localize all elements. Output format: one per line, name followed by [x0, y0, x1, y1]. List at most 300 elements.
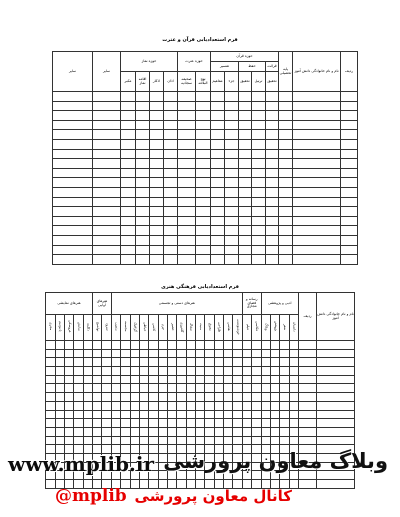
table-cell[interactable] — [121, 207, 136, 217]
name-cell[interactable] — [293, 149, 341, 159]
table-cell[interactable] — [214, 375, 223, 384]
table-cell[interactable] — [211, 255, 225, 265]
table-cell[interactable] — [121, 410, 130, 419]
table-cell[interactable] — [74, 410, 83, 419]
table-cell[interactable] — [139, 401, 148, 410]
table-cell[interactable] — [270, 367, 279, 376]
table-cell[interactable] — [53, 235, 93, 245]
table-cell[interactable] — [130, 436, 139, 445]
table-cell[interactable] — [178, 111, 196, 121]
table-cell[interactable] — [136, 149, 150, 159]
table-cell[interactable] — [242, 393, 251, 402]
table-cell[interactable] — [239, 149, 252, 159]
table-cell[interactable] — [65, 393, 74, 402]
table-cell[interactable] — [150, 235, 164, 245]
name-cell[interactable] — [293, 130, 341, 140]
table-cell[interactable] — [177, 358, 186, 367]
table-cell[interactable] — [186, 419, 195, 428]
table-cell[interactable] — [186, 427, 195, 436]
table-cell[interactable] — [196, 255, 211, 265]
table-cell[interactable] — [139, 393, 148, 402]
table-cell[interactable] — [205, 341, 214, 350]
name-cell[interactable] — [317, 401, 355, 410]
table-cell[interactable] — [136, 130, 150, 140]
table-cell[interactable] — [93, 178, 121, 188]
table-cell[interactable] — [299, 427, 317, 436]
table-cell[interactable] — [252, 226, 266, 236]
table-cell[interactable] — [280, 427, 289, 436]
table-cell[interactable] — [178, 120, 196, 130]
table-cell[interactable] — [150, 120, 164, 130]
table-cell[interactable] — [121, 235, 136, 245]
table-cell[interactable] — [136, 255, 150, 265]
table-cell[interactable] — [186, 393, 195, 402]
table-cell[interactable] — [65, 375, 74, 384]
table-cell[interactable] — [252, 255, 266, 265]
table-cell[interactable] — [130, 427, 139, 436]
table-cell[interactable] — [121, 187, 136, 197]
table-cell[interactable] — [167, 436, 176, 445]
table-cell[interactable] — [150, 187, 164, 197]
table-cell[interactable] — [239, 139, 252, 149]
table-cell[interactable] — [252, 168, 266, 178]
table-cell[interactable] — [121, 436, 130, 445]
table-cell[interactable] — [139, 358, 148, 367]
table-cell[interactable] — [46, 393, 56, 402]
table-cell[interactable] — [266, 197, 279, 207]
table-cell[interactable] — [211, 120, 225, 130]
table-cell[interactable] — [149, 384, 158, 393]
table-cell[interactable] — [74, 384, 83, 393]
table-cell[interactable] — [224, 358, 233, 367]
table-cell[interactable] — [266, 92, 279, 102]
table-cell[interactable] — [121, 255, 136, 265]
table-cell[interactable] — [177, 419, 186, 428]
table-cell[interactable] — [74, 436, 83, 445]
table-cell[interactable] — [93, 216, 121, 226]
table-cell[interactable] — [239, 159, 252, 169]
table-cell[interactable] — [266, 207, 279, 217]
table-cell[interactable] — [224, 436, 233, 445]
table-cell[interactable] — [149, 341, 158, 350]
table-cell[interactable] — [167, 349, 176, 358]
table-cell[interactable] — [211, 178, 225, 188]
table-cell[interactable] — [211, 111, 225, 121]
table-cell[interactable] — [136, 139, 150, 149]
table-cell[interactable] — [93, 235, 121, 245]
table-cell[interactable] — [279, 207, 293, 217]
table-cell[interactable] — [211, 187, 225, 197]
table-cell[interactable] — [139, 419, 148, 428]
table-cell[interactable] — [266, 159, 279, 169]
table-cell[interactable] — [196, 349, 205, 358]
table-cell[interactable] — [261, 436, 270, 445]
table-cell[interactable] — [164, 101, 178, 111]
table-cell[interactable] — [136, 216, 150, 226]
table-cell[interactable] — [239, 216, 252, 226]
table-cell[interactable] — [225, 245, 239, 255]
table-cell[interactable] — [233, 393, 242, 402]
table-cell[interactable] — [121, 427, 130, 436]
table-cell[interactable] — [149, 436, 158, 445]
table-cell[interactable] — [111, 410, 120, 419]
table-cell[interactable] — [177, 349, 186, 358]
table-cell[interactable] — [341, 130, 358, 140]
name-cell[interactable] — [317, 367, 355, 376]
table-cell[interactable] — [167, 341, 176, 350]
table-cell[interactable] — [270, 419, 279, 428]
table-cell[interactable] — [111, 375, 120, 384]
table-cell[interactable] — [186, 384, 195, 393]
table-cell[interactable] — [177, 384, 186, 393]
table-cell[interactable] — [136, 197, 150, 207]
table-cell[interactable] — [136, 235, 150, 245]
table-cell[interactable] — [266, 120, 279, 130]
table-cell[interactable] — [196, 436, 205, 445]
table-cell[interactable] — [186, 436, 195, 445]
table-cell[interactable] — [130, 375, 139, 384]
table-cell[interactable] — [270, 384, 279, 393]
table-cell[interactable] — [239, 245, 252, 255]
table-cell[interactable] — [261, 358, 270, 367]
table-cell[interactable] — [279, 197, 293, 207]
table-cell[interactable] — [136, 92, 150, 102]
table-cell[interactable] — [93, 349, 102, 358]
table-cell[interactable] — [252, 349, 261, 358]
table-cell[interactable] — [158, 375, 167, 384]
table-cell[interactable] — [55, 349, 64, 358]
table-cell[interactable] — [178, 245, 196, 255]
table-cell[interactable] — [252, 375, 261, 384]
table-cell[interactable] — [341, 178, 358, 188]
name-cell[interactable] — [317, 358, 355, 367]
table-cell[interactable] — [150, 92, 164, 102]
table-cell[interactable] — [83, 384, 92, 393]
table-cell[interactable] — [225, 92, 239, 102]
table-cell[interactable] — [150, 178, 164, 188]
table-cell[interactable] — [74, 341, 83, 350]
table-cell[interactable] — [177, 427, 186, 436]
table-cell[interactable] — [164, 187, 178, 197]
table-cell[interactable] — [121, 111, 136, 121]
table-cell[interactable] — [279, 216, 293, 226]
table-cell[interactable] — [252, 207, 266, 217]
table-cell[interactable] — [266, 255, 279, 265]
table-cell[interactable] — [102, 410, 111, 419]
table-cell[interactable] — [136, 207, 150, 217]
table-cell[interactable] — [224, 419, 233, 428]
table-cell[interactable] — [299, 410, 317, 419]
table-cell[interactable] — [299, 349, 317, 358]
table-cell[interactable] — [239, 197, 252, 207]
table-cell[interactable] — [53, 120, 93, 130]
table-cell[interactable] — [130, 401, 139, 410]
name-cell[interactable] — [293, 159, 341, 169]
table-cell[interactable] — [289, 341, 298, 350]
table-cell[interactable] — [83, 436, 92, 445]
table-cell[interactable] — [280, 349, 289, 358]
table-cell[interactable] — [55, 367, 64, 376]
table-cell[interactable] — [130, 349, 139, 358]
table-cell[interactable] — [93, 245, 121, 255]
table-cell[interactable] — [93, 436, 102, 445]
table-cell[interactable] — [167, 427, 176, 436]
table-cell[interactable] — [266, 168, 279, 178]
table-cell[interactable] — [93, 120, 121, 130]
table-cell[interactable] — [53, 111, 93, 121]
table-cell[interactable] — [196, 92, 211, 102]
table-cell[interactable] — [252, 92, 266, 102]
table-cell[interactable] — [196, 111, 211, 121]
table-cell[interactable] — [178, 139, 196, 149]
name-cell[interactable] — [293, 197, 341, 207]
table-cell[interactable] — [341, 235, 358, 245]
table-cell[interactable] — [233, 384, 242, 393]
table-cell[interactable] — [65, 436, 74, 445]
table-cell[interactable] — [150, 245, 164, 255]
table-cell[interactable] — [239, 207, 252, 217]
table-cell[interactable] — [53, 226, 93, 236]
table-cell[interactable] — [341, 216, 358, 226]
table-cell[interactable] — [266, 245, 279, 255]
table-cell[interactable] — [341, 187, 358, 197]
table-cell[interactable] — [225, 187, 239, 197]
table-cell[interactable] — [252, 197, 266, 207]
table-cell[interactable] — [121, 168, 136, 178]
table-cell[interactable] — [150, 207, 164, 217]
table-cell[interactable] — [233, 375, 242, 384]
table-cell[interactable] — [121, 149, 136, 159]
table-cell[interactable] — [196, 120, 211, 130]
table-cell[interactable] — [111, 367, 120, 376]
table-cell[interactable] — [55, 375, 64, 384]
name-cell[interactable] — [317, 341, 355, 350]
name-cell[interactable] — [293, 216, 341, 226]
table-cell[interactable] — [178, 178, 196, 188]
table-cell[interactable] — [93, 197, 121, 207]
table-cell[interactable] — [211, 197, 225, 207]
table-cell[interactable] — [214, 427, 223, 436]
table-cell[interactable] — [167, 375, 176, 384]
table-cell[interactable] — [164, 159, 178, 169]
table-cell[interactable] — [205, 375, 214, 384]
table-cell[interactable] — [214, 367, 223, 376]
table-cell[interactable] — [289, 419, 298, 428]
table-cell[interactable] — [205, 393, 214, 402]
table-cell[interactable] — [93, 226, 121, 236]
table-cell[interactable] — [178, 226, 196, 236]
table-cell[interactable] — [121, 349, 130, 358]
table-cell[interactable] — [46, 401, 56, 410]
table-cell[interactable] — [224, 393, 233, 402]
table-cell[interactable] — [252, 216, 266, 226]
table-cell[interactable] — [211, 245, 225, 255]
table-cell[interactable] — [164, 235, 178, 245]
table-cell[interactable] — [280, 401, 289, 410]
table-cell[interactable] — [279, 235, 293, 245]
table-cell[interactable] — [74, 349, 83, 358]
table-cell[interactable] — [196, 427, 205, 436]
table-cell[interactable] — [55, 401, 64, 410]
table-cell[interactable] — [177, 410, 186, 419]
table-cell[interactable] — [177, 436, 186, 445]
table-cell[interactable] — [46, 480, 56, 489]
table-cell[interactable] — [252, 410, 261, 419]
table-cell[interactable] — [158, 401, 167, 410]
table-cell[interactable] — [93, 187, 121, 197]
table-cell[interactable] — [53, 255, 93, 265]
table-cell[interactable] — [74, 367, 83, 376]
table-cell[interactable] — [211, 159, 225, 169]
table-cell[interactable] — [158, 367, 167, 376]
table-cell[interactable] — [150, 159, 164, 169]
table-cell[interactable] — [233, 401, 242, 410]
name-cell[interactable] — [293, 111, 341, 121]
table-cell[interactable] — [121, 159, 136, 169]
table-cell[interactable] — [242, 436, 251, 445]
table-cell[interactable] — [279, 178, 293, 188]
table-cell[interactable] — [299, 341, 317, 350]
table-cell[interactable] — [214, 436, 223, 445]
table-cell[interactable] — [266, 149, 279, 159]
table-cell[interactable] — [242, 358, 251, 367]
table-cell[interactable] — [266, 178, 279, 188]
table-cell[interactable] — [252, 130, 266, 140]
table-cell[interactable] — [252, 427, 261, 436]
table-cell[interactable] — [196, 410, 205, 419]
table-cell[interactable] — [111, 419, 120, 428]
table-cell[interactable] — [164, 178, 178, 188]
table-cell[interactable] — [74, 393, 83, 402]
table-cell[interactable] — [130, 410, 139, 419]
table-cell[interactable] — [178, 235, 196, 245]
table-cell[interactable] — [242, 401, 251, 410]
table-cell[interactable] — [83, 410, 92, 419]
table-cell[interactable] — [186, 375, 195, 384]
table-cell[interactable] — [177, 393, 186, 402]
table-cell[interactable] — [53, 168, 93, 178]
table-cell[interactable] — [150, 255, 164, 265]
table-cell[interactable] — [55, 427, 64, 436]
table-cell[interactable] — [242, 410, 251, 419]
table-cell[interactable] — [167, 384, 176, 393]
table-cell[interactable] — [65, 427, 74, 436]
table-cell[interactable] — [224, 349, 233, 358]
table-cell[interactable] — [196, 197, 211, 207]
table-cell[interactable] — [74, 419, 83, 428]
table-cell[interactable] — [53, 149, 93, 159]
table-cell[interactable] — [136, 159, 150, 169]
table-cell[interactable] — [121, 101, 136, 111]
table-cell[interactable] — [279, 120, 293, 130]
table-cell[interactable] — [83, 349, 92, 358]
name-cell[interactable] — [293, 187, 341, 197]
table-cell[interactable] — [266, 235, 279, 245]
table-cell[interactable] — [186, 341, 195, 350]
table-cell[interactable] — [111, 436, 120, 445]
table-cell[interactable] — [289, 427, 298, 436]
table-cell[interactable] — [167, 419, 176, 428]
table-cell[interactable] — [239, 101, 252, 111]
table-cell[interactable] — [214, 349, 223, 358]
table-cell[interactable] — [186, 401, 195, 410]
table-cell[interactable] — [102, 401, 111, 410]
table-cell[interactable] — [252, 419, 261, 428]
table-cell[interactable] — [130, 367, 139, 376]
table-cell[interactable] — [53, 139, 93, 149]
table-cell[interactable] — [102, 341, 111, 350]
table-cell[interactable] — [111, 349, 120, 358]
table-cell[interactable] — [252, 159, 266, 169]
table-cell[interactable] — [102, 436, 111, 445]
table-cell[interactable] — [211, 101, 225, 111]
table-cell[interactable] — [261, 384, 270, 393]
table-cell[interactable] — [196, 207, 211, 217]
table-cell[interactable] — [233, 436, 242, 445]
table-cell[interactable] — [149, 427, 158, 436]
table-cell[interactable] — [178, 207, 196, 217]
table-cell[interactable] — [164, 120, 178, 130]
table-cell[interactable] — [136, 226, 150, 236]
table-cell[interactable] — [279, 159, 293, 169]
table-cell[interactable] — [186, 367, 195, 376]
table-cell[interactable] — [164, 255, 178, 265]
table-cell[interactable] — [289, 393, 298, 402]
table-cell[interactable] — [139, 410, 148, 419]
table-cell[interactable] — [279, 168, 293, 178]
table-cell[interactable] — [196, 226, 211, 236]
table-cell[interactable] — [270, 341, 279, 350]
table-cell[interactable] — [130, 358, 139, 367]
table-cell[interactable] — [299, 480, 317, 489]
table-cell[interactable] — [102, 384, 111, 393]
table-cell[interactable] — [299, 419, 317, 428]
table-cell[interactable] — [83, 427, 92, 436]
table-cell[interactable] — [280, 375, 289, 384]
table-cell[interactable] — [186, 349, 195, 358]
table-cell[interactable] — [164, 130, 178, 140]
table-cell[interactable] — [252, 149, 266, 159]
table-cell[interactable] — [150, 111, 164, 121]
table-cell[interactable] — [74, 427, 83, 436]
table-cell[interactable] — [164, 92, 178, 102]
table-cell[interactable] — [46, 419, 56, 428]
table-cell[interactable] — [46, 436, 56, 445]
table-cell[interactable] — [150, 168, 164, 178]
table-cell[interactable] — [178, 92, 196, 102]
table-cell[interactable] — [178, 149, 196, 159]
table-cell[interactable] — [341, 197, 358, 207]
table-cell[interactable] — [164, 207, 178, 217]
table-cell[interactable] — [53, 92, 93, 102]
table-cell[interactable] — [178, 187, 196, 197]
table-cell[interactable] — [93, 139, 121, 149]
table-cell[interactable] — [196, 358, 205, 367]
table-cell[interactable] — [266, 139, 279, 149]
table-cell[interactable] — [261, 341, 270, 350]
table-cell[interactable] — [279, 149, 293, 159]
table-cell[interactable] — [299, 358, 317, 367]
table-cell[interactable] — [102, 367, 111, 376]
table-cell[interactable] — [121, 367, 130, 376]
table-cell[interactable] — [341, 120, 358, 130]
table-cell[interactable] — [121, 120, 136, 130]
name-cell[interactable] — [293, 101, 341, 111]
table-cell[interactable] — [102, 427, 111, 436]
table-cell[interactable] — [164, 139, 178, 149]
table-cell[interactable] — [158, 393, 167, 402]
table-cell[interactable] — [53, 216, 93, 226]
